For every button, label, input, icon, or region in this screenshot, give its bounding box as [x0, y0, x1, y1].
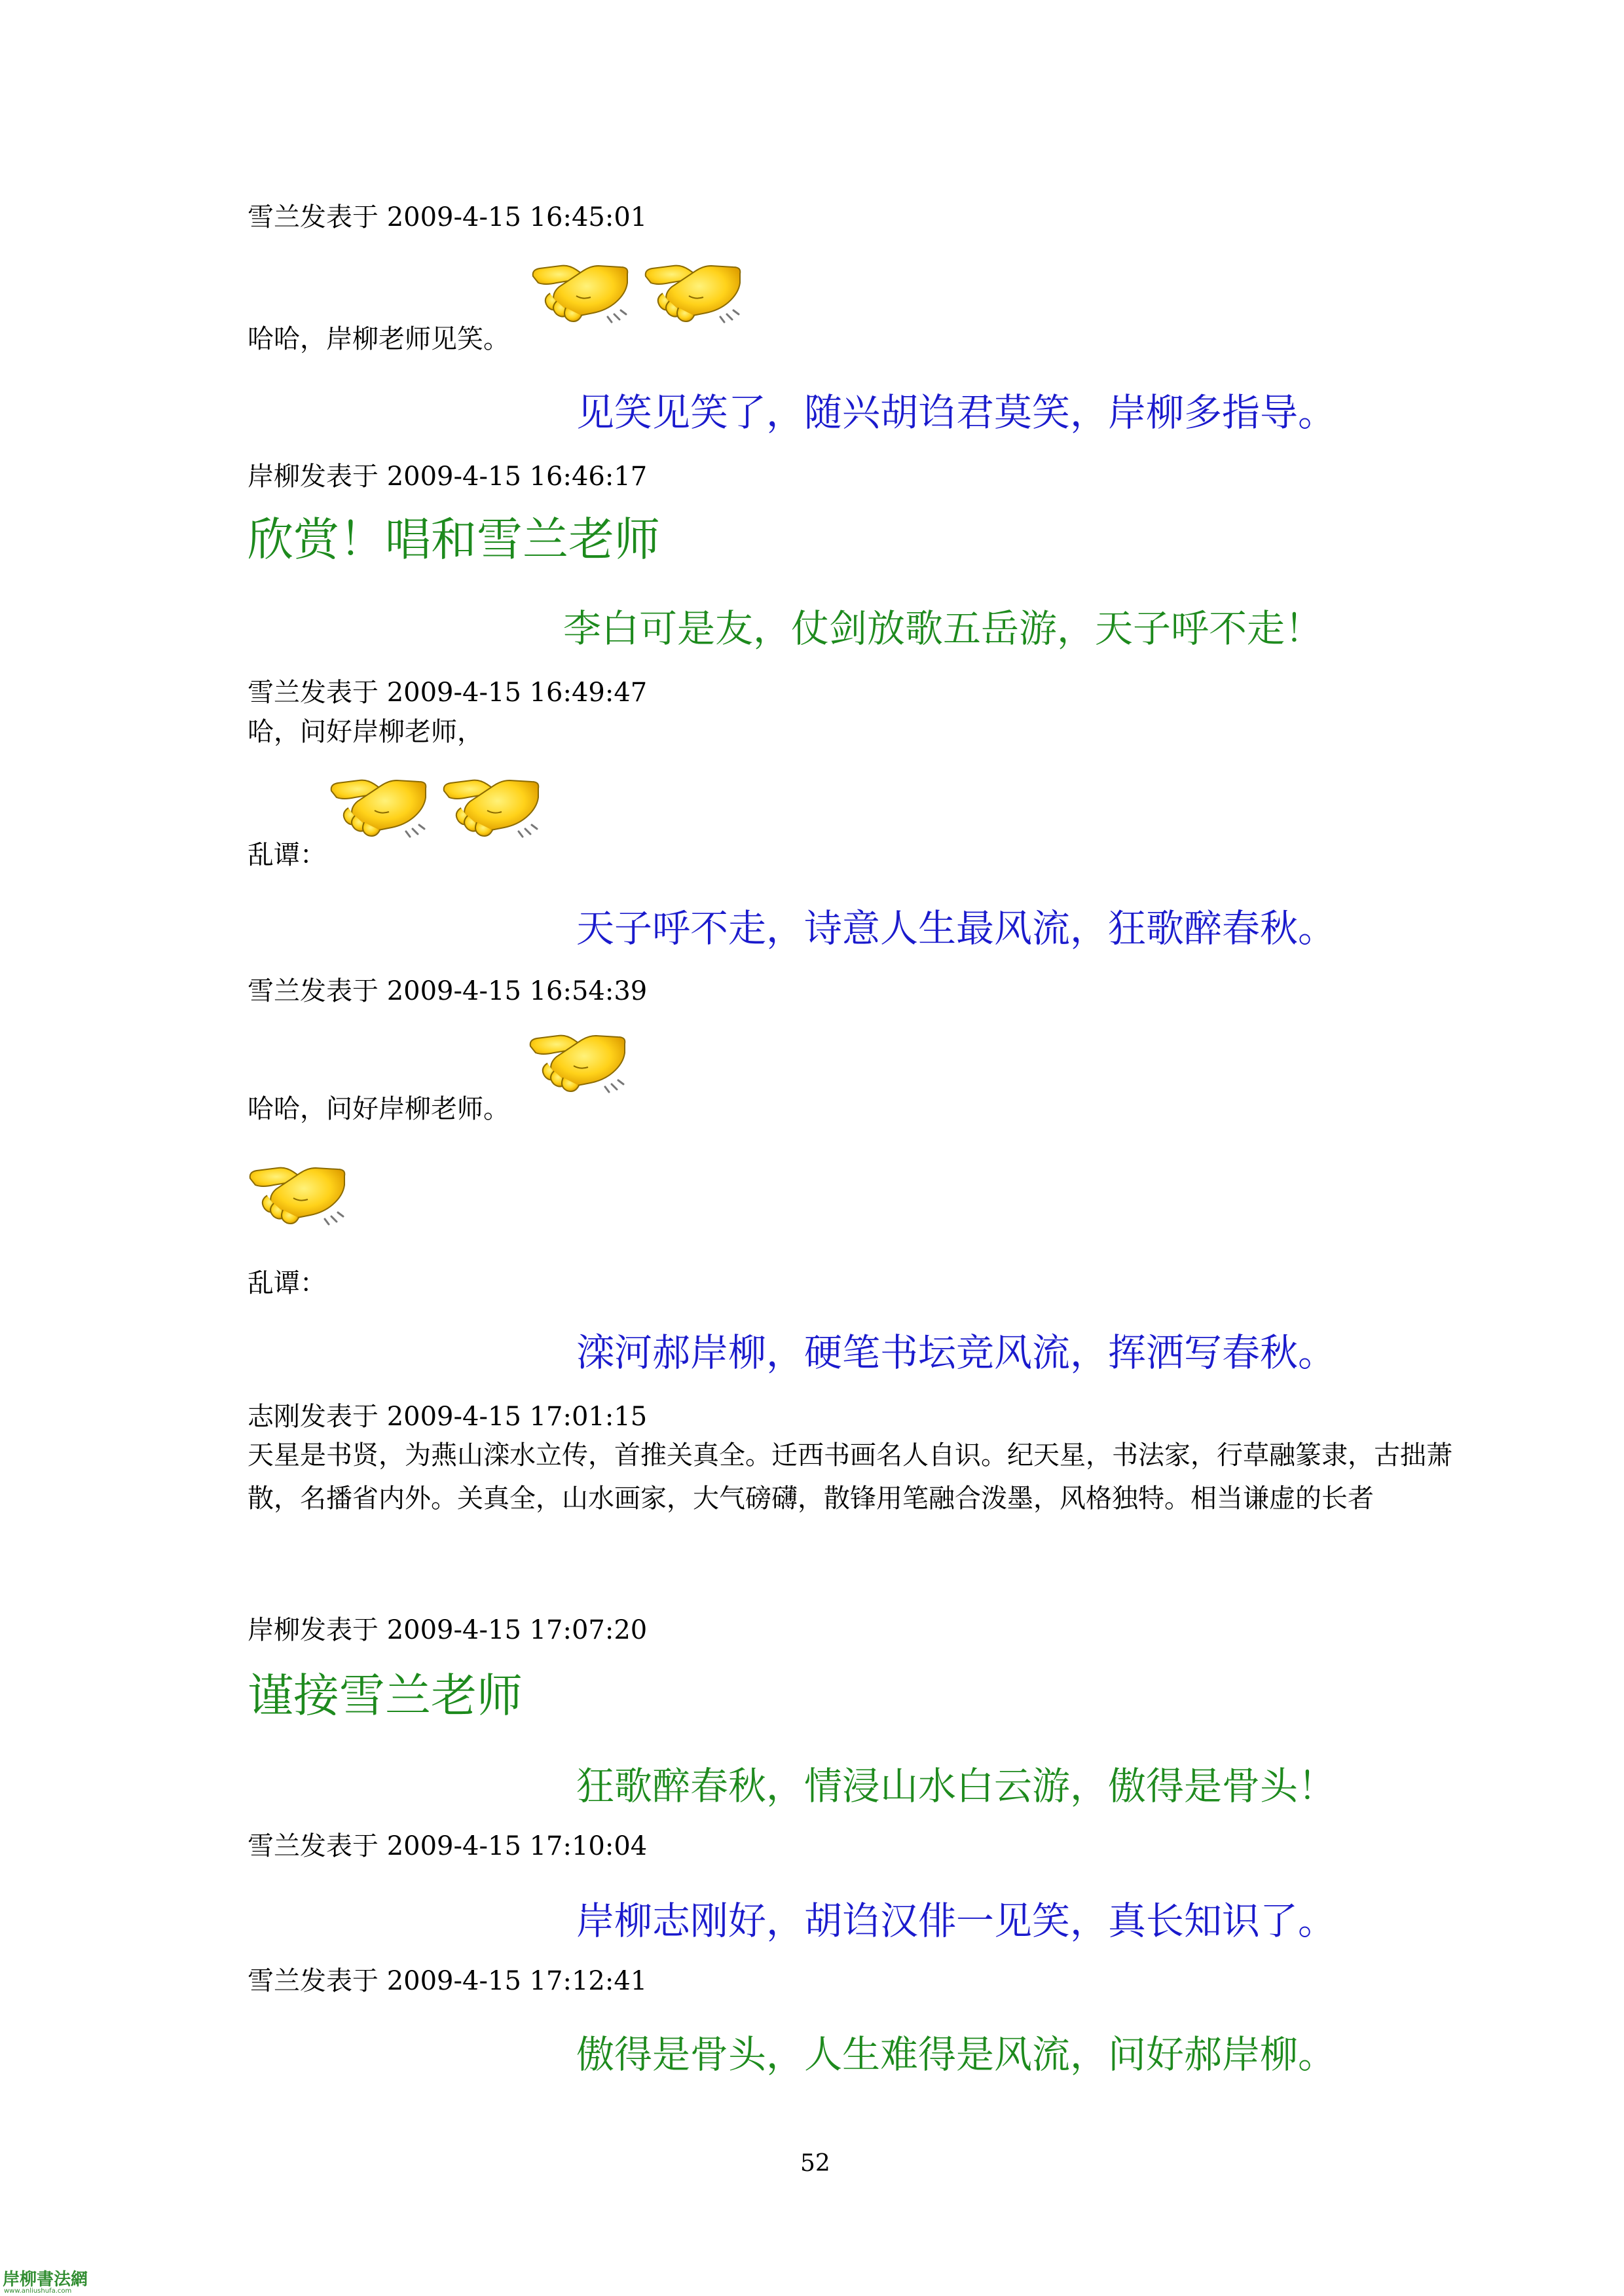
handshake-icon: [248, 1159, 347, 1233]
post-meta: 雪兰发表于 2009-4-15 16:45:01: [248, 202, 648, 232]
handshake-icon: [441, 771, 541, 846]
page-number: 52: [800, 2150, 830, 2177]
post-lead: 哈哈，问好岸柳老师。: [248, 1094, 509, 1124]
post-heading: 谨接雪兰老师: [248, 1669, 523, 1722]
post-heading: 欣赏！唱和雪兰老师: [248, 513, 660, 566]
post-lead: 哈，问好岸柳老师，: [248, 717, 483, 747]
post-meta: 雪兰发表于 2009-4-15 16:49:47: [248, 678, 648, 708]
post-lead: 哈哈，岸柳老师见笑。: [248, 324, 509, 354]
post-verse: 李白可是友，仗剑放歌五岳游，天子呼不走！: [563, 606, 1323, 651]
post-lead-2: 乱谭：: [248, 1268, 326, 1298]
handshake-icon: [530, 257, 630, 331]
post-meta: 雪兰发表于 2009-4-15 17:10:04: [248, 1831, 648, 1861]
handshake-icon: [528, 1027, 627, 1101]
handshake-icon: [643, 257, 743, 331]
post-verse: 狂歌醉春秋，情浸山水白云游，傲得是骨头！: [576, 1764, 1337, 1808]
post-lead-2: 乱谭：: [248, 840, 326, 870]
post-verse: 天子呼不走，诗意人生最风流，狂歌醉春秋。: [576, 906, 1337, 951]
site-logo-url: www.anliushufa.com: [4, 2287, 72, 2295]
post-meta: 岸柳发表于 2009-4-15 16:46:17: [248, 462, 648, 492]
site-logo: 岸柳書法網: [3, 2270, 88, 2289]
post-verse: 岸柳志刚好，胡诌汉俳一见笑，真长知识了。: [576, 1899, 1337, 1943]
post-meta: 岸柳发表于 2009-4-15 17:07:20: [248, 1615, 648, 1645]
post-verse: 见笑见笑了，随兴胡诌君莫笑，岸柳多指导。: [576, 390, 1337, 435]
handshake-icon: [329, 771, 428, 846]
post-meta: 雪兰发表于 2009-4-15 17:12:41: [248, 1966, 648, 1996]
post-meta: 雪兰发表于 2009-4-15 16:54:39: [248, 976, 648, 1006]
post-paragraph: 天星是书贤，为燕山滦水立传，首推关真全。迁西书画名人自识。纪天星，书法家，行草融篆隶，古拙萧散，名播省内外。关真全，山水画家，大气磅礴，散锋用笔融合泼墨，风格独特。相当谦虚的长者: [248, 1440, 1452, 1514]
post-verse: 傲得是骨头，人生难得是风流，问好郝岸柳。: [576, 2032, 1337, 2077]
post-verse: 滦河郝岸柳，硬笔书坛竞风流，挥洒写春秋。: [576, 1330, 1337, 1375]
post-meta: 志刚发表于 2009-4-15 17:01:15: [248, 1402, 648, 1432]
